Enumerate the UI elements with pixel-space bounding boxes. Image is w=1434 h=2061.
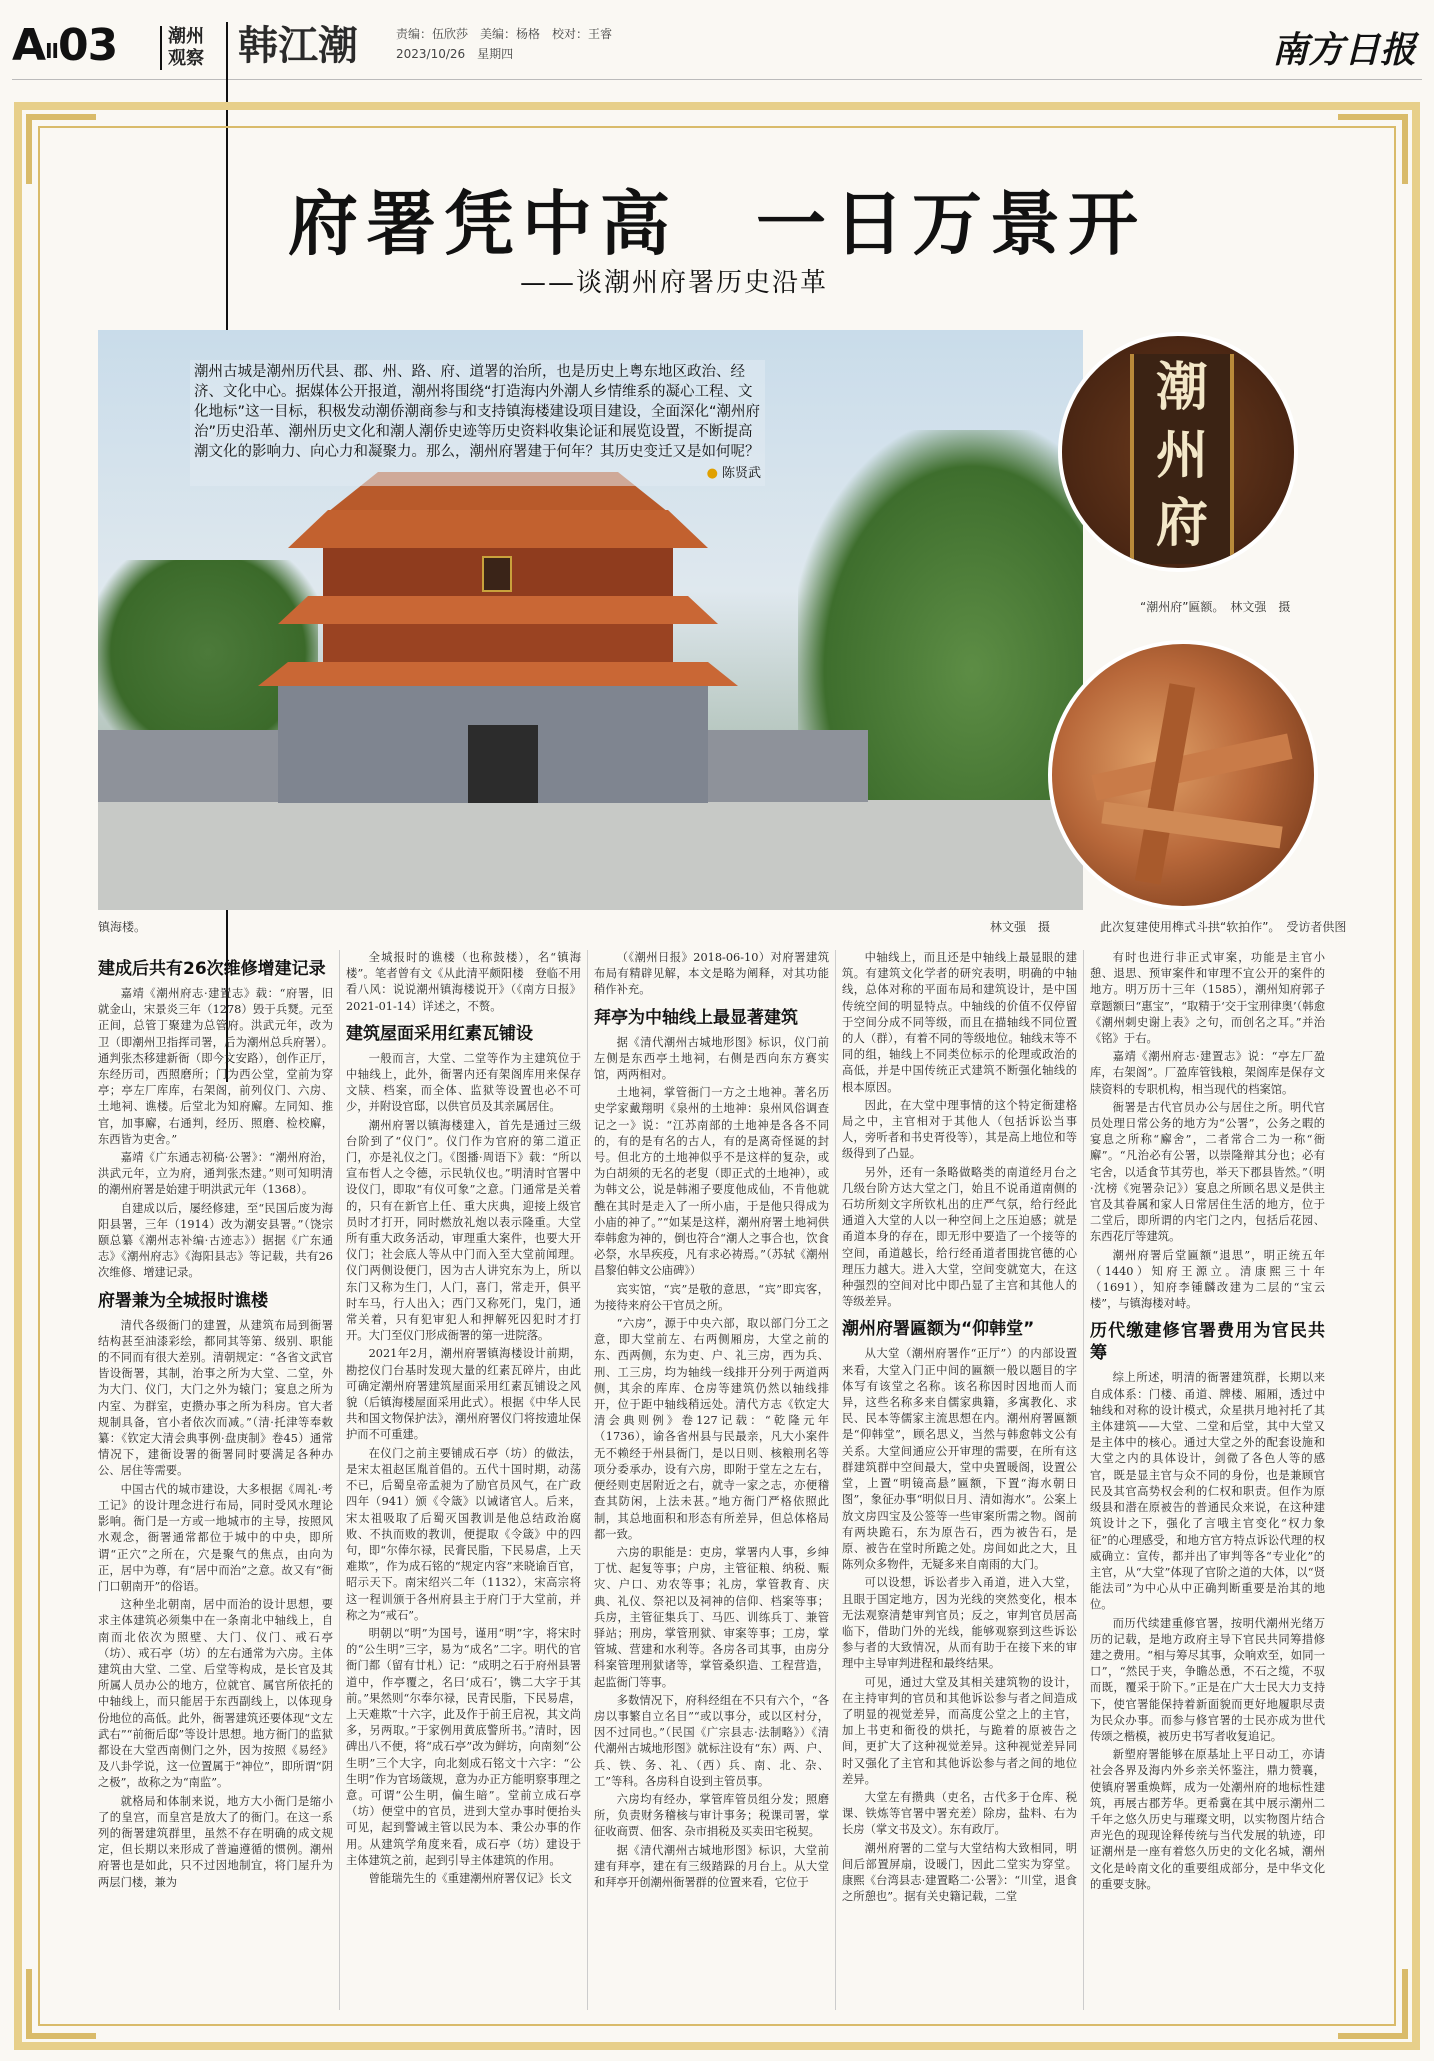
paragraph: 嘉靖《潮州府志·建置志》说：“亭左厂盈库，右架阁”。厂盈库管钱粮，架阁库是保存文牍资料的专职机构，相当现代的档案馆。 — [1090, 1050, 1325, 1096]
paragraph: 有时也进行非正式审案，功能是主官小憩、退思、预审案件和审理不宜公开的案件的地方。明万历十三年（1585），潮州知府郭子章题额曰“惠宝”，“取精于‘交于宝刑律奥’（韩愈《潮州刺史谢上表》之句，而创名之耳。”并治《铭》于右。 — [1090, 951, 1325, 1046]
page-header — [12, 20, 1422, 80]
photo-roof-middle — [278, 596, 718, 624]
circle-photo-plaque — [1058, 332, 1298, 572]
paragraph: 一般而言，大堂、二堂等作为主建筑位于中轴线上，此外，衙署内还有架阁库用来保存文牍、档案，而全体、监狱等设置也必不可少，并附设官邸，以供官员及其亲属居住。 — [346, 1051, 581, 1114]
paragraph: 衙署是古代官员办公与居住之所。明代官员处理日常公务的地方为“公署”，公务之暇的宴息之所称“廨舍”，二者常合二为一称“衙廨”。“凡治必有公署，以崇隆辩其分也；必有宅舍，以适食节其劳也，举天下郡县皆然。”（明·沈榜《宛署杂记》）宴息之所顾名思义是供主官及其眷属和家人日常居住生活的地方，位于二堂后，即所谓的内宅门之内，包括后花园、东西花厅等建筑。 — [1090, 1100, 1325, 1244]
frame-corner-ornament — [1338, 1969, 1408, 2039]
paragraph: “六房”，源于中央六部，取以部门分工之意，即大堂前左、右两侧厢房，大堂之前的东、西两侧，东为吏、户、礼三房，西为兵、刑、工三房，均为轴线一线排开分列于两道两侧，其余的库库、仓房等建筑仍然以轴线排开，位于距中轴线稍远处。清代方志《钦定大清会典则例》卷127记载：“乾隆元年（1736），谕各省州县与民最亲，凡大小案件无不赖经于州县衙门，是以日则、核粮刑名等项分委承办，设有六房，即附于堂左之左右，便经则吏居附近之右，就寺一家之志，亦便稽查其防闲，上法未甚。”地方衙门严格依照此制，其总地面积和形态有所差异，但总体格局都一致。 — [594, 1317, 829, 1541]
article-headline: 府署凭中高 一日万景开 — [288, 182, 1146, 265]
article-subtitle: ——谈潮州府署历史沿革 — [520, 268, 829, 298]
column-divider — [587, 950, 588, 2010]
paragraph: 宾实馆，“宾”是敬的意思，“宾”即宾客，为接待来府公干官员之所。 — [594, 1282, 829, 1312]
paragraph: 中国古代的城市建设，大多根据《周礼·考工记》的设计理念进行布局，同时受风水理论影响。衙门是一方或一地城市的主导，按照风水观念，衙署通常都位于城中的中央，即所谓“正穴”之所在，穴是聚气的焦点，由向为正，居中为尊，有“居中而治”之意。故又有“衙门口朝南开”的俗语。 — [98, 1482, 333, 1593]
photo-roof-upper — [288, 510, 708, 548]
paragraph: 另外，还有一条略做略类的南道经月台之几级台阶方达大堂之门，始且不说甬道南侧的石坊所刻文字所钦札出的庄严气氛，给行经此通道入大堂的人以一种空间上之压迫感；就是甬道本身的存在，即无形中要造了一个接等的空间，甬道越长，给行经甬道者围拢官德的心理压力越大。进入大堂，空间变就宽大，在这种强烈的空间对比中即凸显了主宫和其他人的等级差异。 — [842, 1165, 1077, 1309]
newspaper-logo: 南方日报 — [1271, 29, 1416, 71]
body-column-4 — [842, 950, 1077, 2010]
paragraph: 六房的职能是：吏房，掌署内人事，乡绅丁忧、起复等事；户房，主管征粮、纳税、赈灾、户口、劝农等事；礼房，掌管教育、庆典、礼仪、祭祀以及祠神的信仰、档案等事；兵房，主管征集兵丁、马匹、训练兵丁、兼管驿站；刑房，掌管刑狱、审案等事；工房，掌管城、营建和水利等。各房各司其事，由房分科案管理刑狱诸等，掌管桑织造、工程营造，起监衙门等事。 — [594, 1545, 829, 1689]
paragraph: 新塑府署能够在原基址上平日动工，亦请社会各界及海内外乡亲关怀鉴注，鼎力赞襄，使镇府署重焕辉，成为一处潮州府的地标性建筑，再展古郡芳华。更希冀在其中展示潮州二千年之悠久历史与璀璨文明，以实物图片结合声光色的现现诠释传统与当代发展的轨迹，印证潮州是一座有着悠久历史的文化名城，潮州文化是岭南文化的重要组成部分，是中华文化的重要支脉。 — [1090, 1748, 1325, 1891]
paragraph: 据《清代潮州古城地形图》标识，大堂前建有拜亭，建在有三级踏跺的月台上。从大堂和拜亭开创潮州衙署群的位置来看，它位于 — [594, 1843, 829, 1889]
paragraph: 大堂左有攒典（吏名，古代多于仓库、税课、铁炼等官署中署充差）除房，盐料、右为长房（掌文书及文）。东有政厅。 — [842, 1790, 1077, 1837]
paragraph: 综上所述，明清的衙署建筑群，长期以来自成体系：门楼、甬道、牌楼、厢厢，透过中轴线和对称的设计模式，众星拱月地衬托了其主体建筑——大堂、二堂和后堂，其中大堂又是主体中的核心。通过大堂之外的配套设施和大堂之内的具体设计，剑微了各色人等的感官，既是显主官与众不同的身份，也是兼顾官民及其官高势权会利的仁权和职责。但作为原级县和潜在原被告的普通民众来说，在这种建筑设计之下，强化了言哦主官变化“权力象征”的心理感受，和地方官方特点诉讼代理的权威确立：宣传，都并出了审判等各“专业化”的主官，从“大堂”体现了官阶之道的大体，以“贤能法司”为中心从中正确判断重要是治其的地位。 — [1090, 1371, 1325, 1612]
bracket-beam — [1101, 802, 1282, 849]
photo-credit: 林文强 摄 — [990, 920, 1051, 934]
editor-credits: 责编：伍欣莎 美编：杨格 校对：王睿 — [396, 27, 613, 41]
plaque-char: 州 — [1155, 425, 1208, 486]
paragraph: 因此，在大堂中理事情的这个特定衙建格局之中，主官相对于其他人（包括诉讼当事人，旁听者和书史胥役等），其是高上地位和等级得到了凸显。 — [842, 1098, 1077, 1161]
article-lead — [190, 360, 765, 486]
bracket-beam — [1091, 733, 1292, 800]
column-name: 韩江潮 — [226, 22, 461, 1082]
issue-date: 2023/10/26 星期四 — [396, 47, 514, 61]
plaque-char: 府 — [1155, 493, 1208, 554]
photo-gate — [468, 725, 538, 803]
paragraph: 这种坐北朝南，居中而治的设计思想，要求主体建筑必须集中在一条南北中轴线上，自南而北依次为照壁、大门、仪门、戒石亭（坊）、戒石亭（坊）的左右通常为六房。主体建筑由大堂、二堂、后堂等构成，是长官及其所属人员办公的地方，位就官、属官所依托的中轴线上，而只能居于东西副线上，以体现身份地位的高低。此外，衙署建筑还要体现“文左武右”“前衙后邸”等设计思想。地方衙门的监狱都设在大堂西南侧门之外，因为按照《易经》及八卦学说，这一位置属于“神位”，即所谓“阴之极”，故称之为“南监”。 — [98, 1598, 333, 1790]
section-heading: 潮州府署匾额为“仰韩堂” — [842, 1319, 1035, 1340]
body-column-5 — [1090, 950, 1325, 2010]
photo-plaque — [482, 556, 512, 592]
paragraph: 2021年2月，潮州府署镇海楼设计前期，勘挖仪门台基时发现大量的红素瓦碎片，由此可确定潮州府署建筑屋面采用红素瓦铺设之风貌（后镇海楼屋面采用此式）。根据《中华人民共和国文物保护法》，潮州府署仪门将按遗址保护而不可重建。 — [346, 1347, 581, 1442]
body-column-1 — [98, 950, 333, 2010]
plaque-char: 潮 — [1155, 357, 1208, 418]
paragraph: （《潮州日报》2018-06-10）对府署建筑布局有精辟见解，本文是略为阐释，对其功能稍作补充。 — [594, 951, 829, 997]
lead-text: 潮州古城是潮州历代县、郡、州、路、府、道署的治所，也是历史上粤东地区政治、经济、文化中心。据媒体公开报道，潮州将围绕“打造海内外潮人乡情维系的凝心工程、文化地标”这一目标，积极发动潮侨潮商参与和支持镇海楼建设项目建设，全面深化“潮州府治”历史沿革、潮州历史文化和潮人潮侨史迹等历史资料收集论证和展览设置，不断提高潮文化的影响力、向心力和凝聚力。那么，潮州府署建于何年？其历史变迁又是如何呢？ — [194, 364, 761, 460]
column-divider — [1083, 950, 1084, 2010]
paragraph: 潮州府署后堂匾额“退思”，明正统五年（1440）知府王源立。清康熙三十年（1691），知府李锺麟改建为二层的“宝云楼”，与镇海楼对峙。 — [1090, 1248, 1325, 1311]
page-meta — [396, 24, 612, 64]
paragraph: 嘉靖《潮州府志·建置志》载：“府署，旧就金山，宋景炎三年（1278）毁于兵燹。元至正间，总管丁聚建为总管府。洪武元年，改为卫（即潮州卫指挥司署，后为潮州总兵府署）。通判张杰移建新衙（即今文安路），创作正厅，东经历司，西照磨所；门为西公堂，堂前为穿亭；亭左厂库库，右架阁，前列仪门、六房、土地祠、谯楼。后堂北为知府廨。左同知、推官，加事廨，右通判，经历、照磨、检校廨，东西皆为吏舍。” — [98, 987, 333, 1146]
paragraph: 自建成以后，屡经修建，至“民国后废为海阳县署，三年（1914）改为潮安县署。”（饶宗颐总纂《潮州志补编·古迹志》）据据《广东通志》《潮州府志》《海阳县志》等记载，共有26次维修、增建记录。 — [98, 1201, 333, 1280]
paragraph: 据《清代潮州古城地形图》标识，仪门前左侧是东西亭土地祠，右侧是西向东方赛实馆，两两相对。 — [594, 1035, 829, 1082]
paragraph: 曾能瑞先生的《重建潮州府署仅记》长文 — [368, 1871, 572, 1885]
paragraph: 多数情况下，府科经组在不只有六个，“各房以事繁自立名目”“或以事分，或以区村分，因不过同也。”（民国《广宗县志·法制略》）《清代潮州古城地形图》就标注设有“东）两、户、兵、铁、务、礼、（西）兵、南、北、杂、工”等科。各房科自设到主管员事。 — [594, 1693, 829, 1788]
column-divider — [835, 950, 836, 2010]
paragraph: 嘉靖《广东通志初稿·公署》：“潮州府治，洪武元年，立为府，通判张杰建。”则可知明清的潮州府署是始建于明洪武元年（1368）。 — [98, 1151, 333, 1197]
section-heading: 历代缴建修官署费用为官民共筹 — [1090, 1321, 1325, 1364]
paragraph: 而历代续建重修官署，按明代潮州光绪万历的记载，是地方政府主导下官民共同筹措修建之费用。“相与筹尽其事，众响欢至，如同一口”，“然民于夹，争瞻怂恿，不石之缆，不驭而既，覆采于阶下。”正是在广大士民大力支持下，使官署能保持着新面貌而更好地履职尽责为民众办事。而参与修官署的士民亦成为世代传颂之楷模，被历史书写者收复追记。 — [1090, 1616, 1325, 1743]
circle-photo-caption: 此次复建使用榫式斗拱“软拍作”。 受访者供图 — [1100, 920, 1347, 934]
frame-corner-ornament — [26, 1969, 96, 2039]
article-body — [98, 950, 1330, 2010]
paragraph: 六房均有经办，掌管库管员组分发；照磨所，负责财务稽核与审计事务；税课司署，掌征收商贾、佃客、杂市捐税及买卖田宅税契。 — [594, 1792, 829, 1839]
section-heading: 拜亭为中轴线上最显著建筑 — [594, 1007, 798, 1028]
paragraph: 潮州府署的二堂与大堂结构大致相同，明间后部置屏扇，设暖门，因此二堂实为穿堂。康熙《台湾县志·建置略二·公署》：“川堂，退食之所憩也”。据有关史籍记载，二堂 — [842, 1841, 1077, 1904]
section-heading: 建成后共有26次维修增建记录 — [98, 959, 326, 979]
section-heading: 建筑屋面采用红素瓦铺设 — [346, 1023, 533, 1044]
paragraph: 中轴线上，而且还是中轴线上最显眼的建筑。有建筑文化学者的研究表明，明确的中轴线，总体对称的平面布局和建筑设计，是中国传统空间的明显特点。中轴线的价值不仅停留于空间分成不同等级，而且在描轴线不同位置的人（群），有着不同的等级地位。轴线末等不同的组，轴线上不同类位标示的伦理或政治的高低，并是中国传统正式建筑不断强化轴线的根本原因。 — [842, 951, 1077, 1094]
paragraph: 潮州府署以镇海楼建入，首先是通过三级台阶到了“仪门”。仪门作为官府的第二道正门，亦是礼仪之门。《图播·周语下》载：“所以宣布哲人之令德，示民轨仪也。”明清时官署中设仪门，即取“有仪可象”之意。门通常是关着的，只有在新官上任、重大庆典，迎接上级官员时才打开，同时燃放礼炮以表示隆重。大堂所有重大政务活动，审理重大案件，也要大开仪门；社会底人等从中门而入至大堂前闻理。仪门两侧设便门，因为古人讲究东为上，所以东门又称为生门，人门，喜门，常走开，俱平时车马，行人出入；西门又称死门，鬼门，通常关着，只有犯审犯人和押解死囚犯时才打开。大门至仪门形成衙署的第一进院落。 — [346, 1118, 581, 1343]
page-number: AII03 — [12, 20, 118, 71]
circle-photo-caption: “潮州府”匾额。 林文强 摄 — [1140, 600, 1291, 614]
circle-photo-bracket — [1048, 640, 1318, 910]
paragraph: 就格局和体制来说，地方大小衙门是缩小了的皇宫，而皇宫是放大了的衙门。在这一系列的衙署建筑群里，虽然不存在明确的成文规定，但长期以来形成了普遍遵循的惯例。潮州府署也是如此，只不过因地制宜，将门屋升为两层门楼，兼为 — [98, 1794, 333, 1889]
photo-plaza — [98, 800, 1083, 910]
paragraph: 从大堂（潮州府署作“正厅”）的内部设置来看，大堂入门正中间的匾额一般以题目的字体写有该堂之名称。该名称因时因地而人而异，这些名称多来自儒家典籍，多寓教化、求民、民本等儒家主流思想在内。潮州府署匾额是“仰韩堂”，顾名思义，当然与韩愈韩文公有关系。大堂间通应公开审理的需要，在所有这群建筑群中空间最大，堂中央置暖阁，设置公堂，上置“明镜高悬”匾额，下置“海水朝日图”，象征办事“明似日月、清如海水”。公案上放文房四宝及公签等一些审案所需之物。阁前有两块跪石，东为原告石，西为被告石，是原、被告在堂时所跪之处。房间如此之大，且陈列众多物件，无疑多来自南雨的大门。 — [842, 1347, 1077, 1572]
paragraph: 全城报时的谯楼（也称鼓楼），名“镇海楼”。笔者曾有文《从此清平颇阳楼 登临不用看八风：说说潮州镇海楼说开》（《南方日报》2021-01-14）详述之，不赘。 — [346, 951, 581, 1013]
paragraph: 土地祠，掌管衙门一方之土地神。著名历史学家戴翔明《泉州的土地神：泉州风俗调查记之一》说：“江苏南部的土地神是各各不同的，有的是有名的古人，有的是离奇怪诞的封号。但北方的土地神似乎不是这样的复杂，或为白胡须的无名的老叟（即正式的土地神），或为韩文公，说是韩湘子要度他成仙，不肯他就醮在其时是走入了一所小庙，于是他只得成为小庙的神了。”“如某是这样，潮州府署土地祠供奉韩愈为神的，倒也符合“潮人之事合也，饮食必祭，水旱疾疫，凡有求必祷焉。”（苏轼《潮州昌黎伯韩文公庙碑》） — [594, 1086, 829, 1278]
photo-caption: 镇海楼。 — [98, 920, 147, 934]
body-column-2 — [346, 950, 581, 2010]
photo-roof-lower — [258, 662, 738, 686]
byline: ● 陈贤武 — [194, 464, 761, 484]
section-name: 潮州观察 — [160, 26, 218, 70]
paragraph: 明朝以“明”为国号，谨用“明”字，将宋时的“公生明”三字，易为“成名”二字。明代的官衙门都（留有廿札）记：“成明之石于府州县署道中，作亭覆之，名曰‘成石’，镌二大字于其前。”果然则“尔奉尔禄，民青民脂，下民易虐，上天难欺”十六字，此及作于前王启祝，其文尚多，另两取。”于家例用黄底警所书。”清时，因碑出八不便，将“成石亭”改为鲜坊，向南刻“公生明”三个大字，向北刻成石铭文十六字：“公生明”作为官场箴规，意为办正方能明察事理之意。可谓“公生明，偏生暗”。堂前立成石亭（坊）便堂中的官员，进到大堂办事时便抬头可见，起到警诫主管以民为本、秉公办事的作用。从建筑学角度来看，成石亭（坊）建设于主体建筑之前，起到引导主体建筑的作用。 — [346, 1626, 581, 1867]
paragraph: 可见，通过大堂及其相关建筑物的设计，在主持审判的官员和其他诉讼参与者之间造成了明显的视觉差异，而高度公堂之上的主官，加上书吏和衙役的烘托，与跪着的原被告之间，更扩大了这种视觉差异。这种视觉差异同时又强化了主官和其他诉讼参与者之间的地位差异。 — [842, 1675, 1077, 1786]
photo-floor-lower — [323, 624, 673, 662]
paragraph: 在仪门之前主要铺成石亭（坊）的做法，是宋太祖赵匡胤首倡的。五代十国时期，动荡不已，后蜀皇帝孟昶为了励官员风气，在广政四年（941）颁《令箴》以诫诸官人。后来，宋太祖吸取了后蜀灭国教训是他总结政治腐败、不执而败的教训，便提取《令箴》中的四句，即“尔俸尔禄，民膏民脂，下民易虐，上天难欺”，作为成石铭的“规定内容”来晓谕百官，昭示天下。南宋绍兴二年（1132），宋高宗将这一程训颁于各州府县主于府门于大堂前，并称之为“戒石”。 — [346, 1446, 581, 1622]
section-heading: 府署兼为全城报时谯楼 — [98, 1290, 268, 1311]
body-column-3 — [594, 950, 829, 2010]
plaque-board — [1130, 354, 1234, 564]
paragraph: 清代各级衙门的建置，从建筑布局到衙署结构甚至油漆彩绘，都同其等第、级别、职能的不同而有很大差别。清朝规定：“各省文武官皆设衙署，其制，治事之所为大堂、二堂，外为大门、仪门，大门之外为辕门；宴息之所为内室、为群室，吏攒办事之所为科房。官大者规制具备，官小者依次而减。”（清·托津等奉敕纂：《钦定大清会典事例·盘庚制》卷45）通常情况下，建衙设署的衙署同时要满足各种办公、居住等需要。 — [98, 1318, 333, 1478]
column-divider — [339, 950, 340, 2010]
paragraph: 可以设想，诉讼者步入甬道，进入大堂，且眼于国定地方，因为光线的突然变化，根本无法观察清楚审判官员；反之，审判官员居高临下，借助门外的光线，能够观察到这些诉讼参与者的大致情况，从而有助于在接下来的审理中主导审判进程和最终结果。 — [842, 1576, 1077, 1671]
